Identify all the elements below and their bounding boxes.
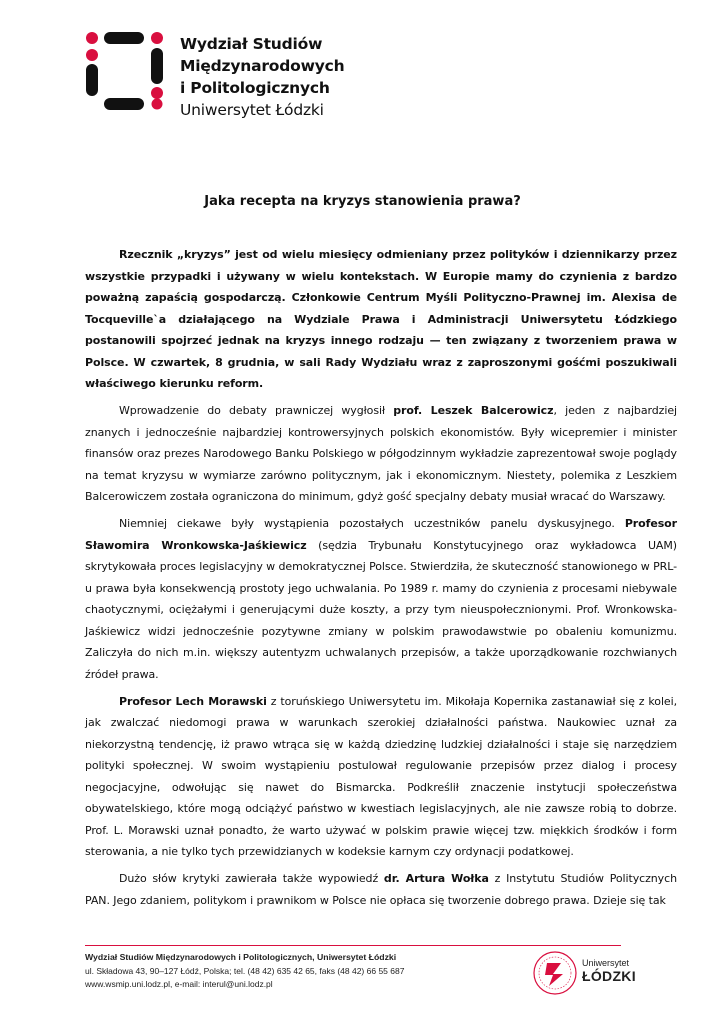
paragraph-morawski <box>85 691 677 863</box>
article-title: Jaka recepta na kryzys stanowienia prawa? <box>204 194 521 209</box>
footer-divider <box>85 945 621 946</box>
paragraph-text: Niemniej ciekawe były wystąpienia pozostałych uczestników panelu dyskusyjnego. <box>119 517 625 530</box>
logo-line-2: Międzynarodowych <box>180 57 345 75</box>
paragraph-text: z toruńskiego Uniwersytetu im. Mikołaja Kopernika zastanawiał się z kolei, jak zwalczać niedomogi prawa w warunkach szerokiej działalności państwa. Naukowiec uznał za niekorzystną tendencję, iż prawo wtrąca się w każdą dziedzinę ludzkiej działalności i staje się narzędziem polityki społecznej. W swoim wystąpieniu postulował regulowanie przepisów przez dialog i procesy negocjacyjne, odwołując się nawet do Bismarcka. Podkreślił znaczenie instytucji społeczeństwa obywatelskiego, które mogą odciążyć państwo w kwestiach legislacyjnych, ale nie zawsze robią to dobrze. Prof. L. Morawski uznał ponadto, że warto używać w polskim prawie więcej tzw. miękkich środków i form sterowania, a nie tylko tych przewidzianych w kodeksie karnym czy ordynacji podatkowej. <box>85 694 678 858</box>
footer <box>85 951 404 992</box>
speaker-name: Profesor Lech Morawski <box>119 694 267 708</box>
footer-org: Wydział Studiów Międzynarodowych i Politologicznych, Uniwersytet Łódzki <box>85 952 397 962</box>
faculty-logo-text <box>180 33 344 121</box>
university-logo-word1: Uniwersytet <box>582 958 630 968</box>
lead-paragraph: Rzecznik „kryzys” jest od wielu miesięcy odmieniany przez polityków i dziennikarzy przez wszystkie przypadki i używany w wielu kontekstach. W Europie mamy do czynienia z bardzo poważną zapaścią gospodarczą. Członkowie Centrum Myśli Polityczno-Prawnej im. Alexisa de Tocqueville`a działającego na Wydziale Prawa i Administracji Uniwersytetu Łódzkiego postanowili spojrzeć jednak na kryzys innego rodzaju — ten związany z tworzeniem prawa w Polsce. W czwartek, 8 grudnia, w sali Rady Wydziału wraz z zaproszonymi gośćmi poszukiwali właściwego kierunku reform. <box>85 248 677 390</box>
footer-contact: www.wsmip.uni.lodz.pl, e-mail: interul@uni.lodz.pl <box>85 979 273 989</box>
paragraph-balcerowicz <box>85 400 677 508</box>
paragraph-text: Wprowadzenie do debaty prawniczej wygłosił <box>119 404 394 417</box>
speaker-name: dr. Artura Wołka <box>383 872 489 885</box>
paragraph-text: , jeden z najbardziej znanych i jednocześnie najbardziej kontrowersyjnych polskich ekonomistów. Były wicepremier i minister finansów oraz prezes Narodowego Banku Polskiego w półgodzinnym wykładzie zaprezentował swoje poglądy na temat kryzysu w wymiarze zarówno politycznym, jak i ekonomicznym. Niestety, polemika z Leszkiem Balcerowiczem została ograniczona do minimum, gdyż gość specjalny debaty musiał wracać do Warszawy. <box>85 404 677 503</box>
paragraph-wolek <box>85 868 677 911</box>
footer-address: ul. Składowa 43, 90–127 Łódź, Polska; tel. (48 42) 635 42 65, faks (48 42) 66 55 687 <box>85 965 405 976</box>
logo-line-1: Wydział Studiów <box>180 35 323 53</box>
paragraph-text: z Instytutu Studiów Politycznych PAN. Jego zdaniem, politykom i prawnikom w Polsce nie opłaca się tworzenie dobrego prawa. Dzieje się tak <box>85 872 677 907</box>
paragraph-text: Dużo słów krytyki zawierała także wypowiedź <box>119 872 384 885</box>
university-logo-word2: ŁÓDZKI <box>582 968 636 984</box>
logo-line-4: Uniwersytet Łódzki <box>180 101 324 119</box>
paragraph-wronkowska <box>85 513 677 685</box>
speaker-name: prof. Leszek Balcerowicz <box>393 404 554 417</box>
paragraph-text: (sędzia Trybunału Konstytucyjnego oraz wykładowca UAM) skrytykowała proces legislacyjny w demokratycznej Polsce. Stwierdziła, że skuteczność stanowionego w PRL-u prawa była konsekwencją prostoty jego uchwalania. Po 1989 r. mamy do czynienia z procesami niebywale chaotycznymi, ociężałymi i generującymi duże koszty, a przy tym nieuspołecznionymi. Prof. Wronkowska-Jaśkiewicz widzi jednocześnie pozytywne zmiany w polskim prawodawstwie po obaleniu komunizmu. Zaliczyła do nich m.in. większy autentyzm uchwalanych przepisów, a także uporządkowanie rozchwianych źródeł prawa. <box>85 538 677 681</box>
speaker-name: Profesor Sławomira Wronkowska-Jaśkiewicz <box>85 517 677 552</box>
logo-line-3: i Politologicznych <box>180 79 330 97</box>
faculty-logo-icon <box>85 31 165 111</box>
article-body <box>85 244 677 917</box>
